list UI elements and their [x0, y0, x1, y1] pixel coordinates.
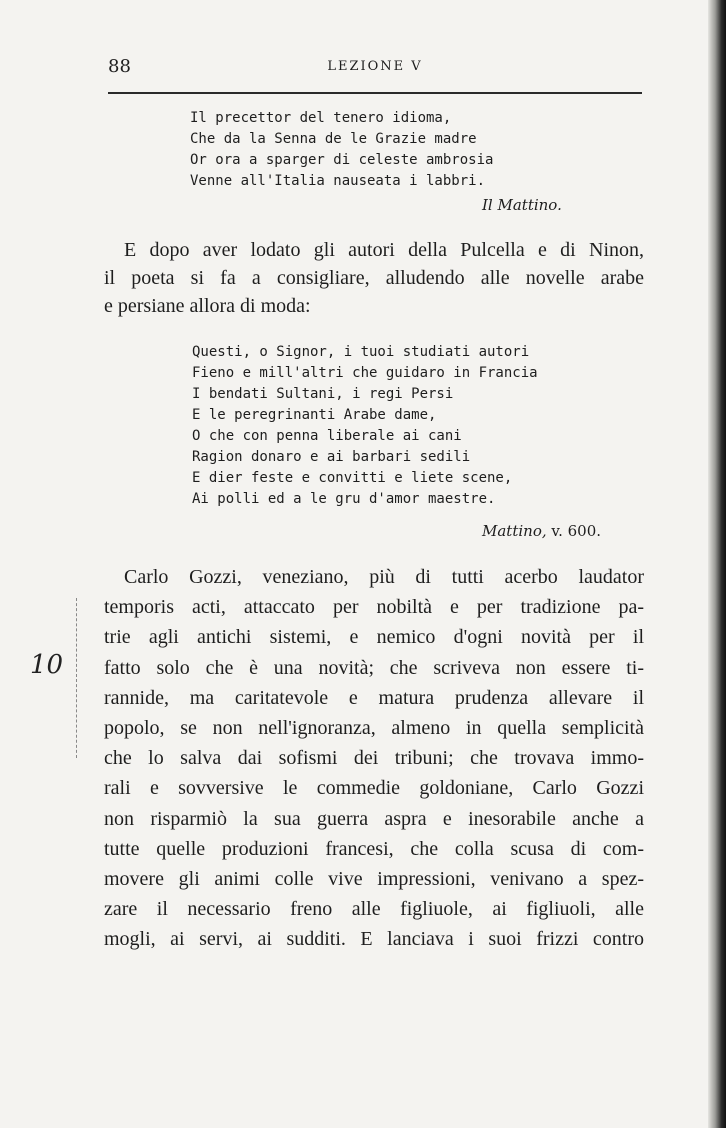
attribution-verse: v. 600.: [546, 522, 602, 540]
text-line: che lo salva dai sofismi dei tribuni; che trovava immo-: [104, 747, 644, 770]
quote-block-1: [190, 108, 493, 192]
text-line: mogli, ai servi, ai sudditi. E lanciava i suoi frizzi contro: [104, 928, 644, 951]
handwritten-margin-note: 10: [30, 650, 64, 680]
text-line: popolo, se non nell'ignoranza, almeno in quella semplicità: [104, 716, 644, 739]
verse-line: Che da la Senna de le Grazie madre: [190, 131, 477, 147]
text-line: e persiane allora di moda:: [104, 295, 311, 317]
text-line: trie agli antichi sistemi, e nemico d'ogni novità per il: [104, 626, 644, 649]
page-number: 88: [108, 56, 131, 77]
text-line: tutte quelle produzioni francesi, che colla scusa di com-: [104, 837, 644, 860]
attribution-work: Mattino,: [482, 522, 547, 540]
verse-line: I bendati Sultani, i regi Persi: [192, 386, 454, 402]
paragraph-2: [104, 562, 644, 954]
text-line: fatto solo che è una novità; che scriveva non essere ti-: [104, 656, 644, 679]
verse-line: Questi, o Signor, i tuoi studiati autori: [192, 344, 530, 360]
page-header: [108, 56, 642, 84]
text-line: il poeta si fa a consigliare, alludendo alle novelle arabe: [104, 267, 644, 289]
verse-line: Fieno e mill'altri che guidaro in Francia: [192, 365, 538, 381]
text-line: rannide, ma caritatevole e matura prudenza allevare il: [104, 686, 644, 709]
header-rule: [108, 92, 642, 94]
verse-line: O che con penna liberale ai cani: [192, 428, 462, 444]
text-line: E dopo aver lodato gli autori della Pulcella e di Ninon,: [124, 239, 644, 261]
quote-block-2: [192, 342, 538, 510]
quote1-attribution: Il Mattino.: [482, 196, 562, 214]
quote2-attribution: [482, 522, 601, 540]
text-line: Carlo Gozzi, veneziano, più di tutti acerbo laudator: [124, 566, 644, 588]
page-edge-shadow: [708, 0, 726, 1128]
verse-line: Ai polli ed a le gru d'amor maestre.: [192, 491, 496, 507]
margin-mark: [76, 598, 80, 758]
text-line: rali e sovversive le commedie goldoniane, Carlo Gozzi: [104, 777, 644, 800]
verse-line: Il precettor del tenero idioma,: [190, 110, 452, 126]
verse-line: E dier feste e convitti e liete scene,: [192, 470, 513, 486]
text-line: movere gli animi colle vive impressioni, venivano a spez-: [104, 867, 644, 890]
text-line: non risparmiò la sua guerra aspra e inesorabile anche a: [104, 807, 644, 830]
paragraph-1: [104, 236, 644, 320]
text-line: temporis acti, attaccato per nobiltà e per tradizione pa-: [104, 596, 644, 619]
verse-line: E le peregrinanti Arabe dame,: [192, 407, 437, 423]
text-line: zare il necessario freno alle figliuole, ai figliuoli, alle: [104, 898, 644, 921]
verse-line: Ragion donaro e ai barbari sedili: [192, 449, 471, 465]
verse-line: Venne all'Italia nauseata i labbri.: [190, 173, 486, 189]
verse-line: Or ora a sparger di celeste ambrosia: [190, 152, 494, 168]
running-title: LEZIONE V: [327, 59, 423, 74]
